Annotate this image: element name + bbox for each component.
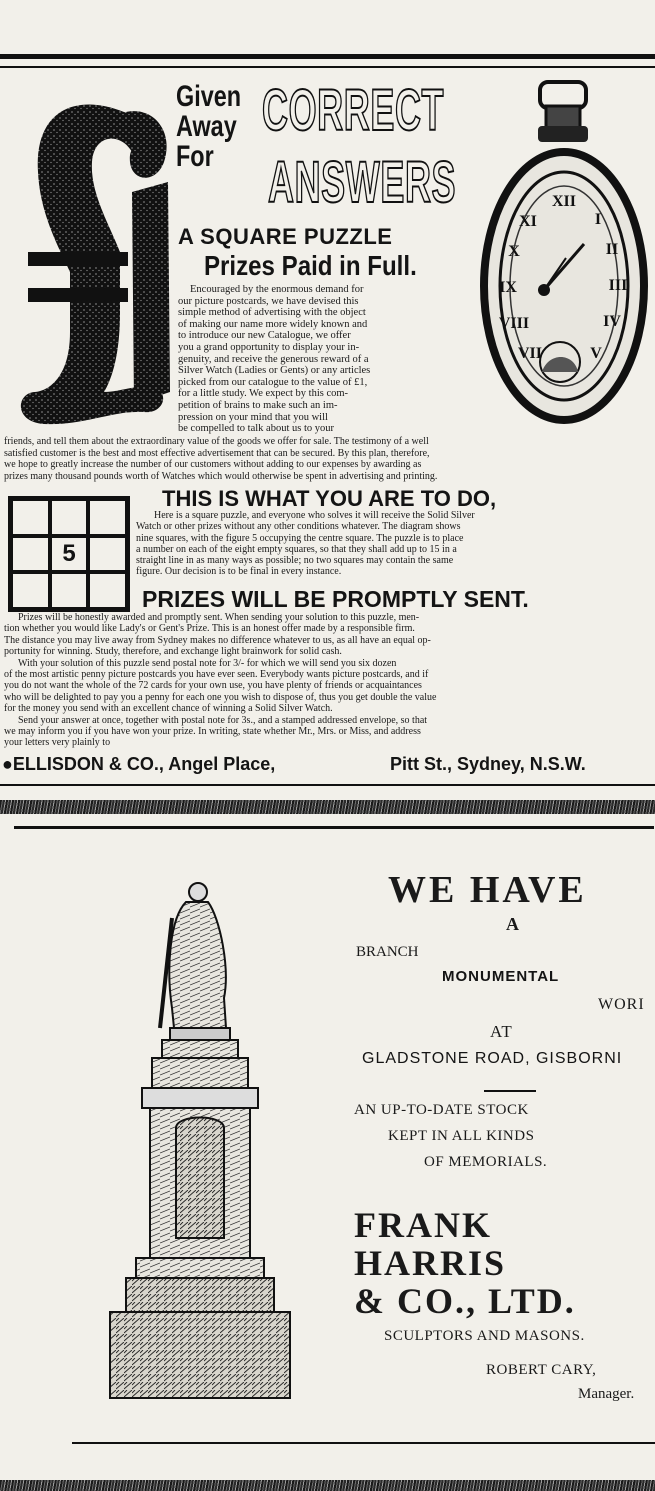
- closing-line: tion whether you would like Lady's or Gent's Prize. This is an honest offer made by a responsible firm.: [4, 623, 415, 635]
- closing-line: we may inform you if you have won your prize. In writing, state whether Mr., Mrs. or Miss, and address: [4, 726, 421, 738]
- pound-symbol-graphic: [4, 92, 180, 432]
- intro-line: simple method of advertising with the object: [178, 307, 366, 319]
- intro-line: of making our name more widely known and: [178, 318, 368, 330]
- at-word: AT: [490, 1022, 513, 1041]
- svg-text:X: X: [508, 243, 520, 260]
- top-rule-thin: [0, 66, 655, 68]
- intro-line: Silver Watch (Ladies or Gents) or any articles: [178, 365, 371, 377]
- puzzle-line: a number on each of the eight empty squares, so that they shall add up to 15 in a: [136, 543, 457, 555]
- testimony-line: friends, and tell them about the extraordinary value of the goods we offer for sale. The testimony of a well: [4, 436, 429, 447]
- intro-line: pression on your mind that you will: [178, 411, 328, 423]
- intro-line: petition of brains to make such an im-: [178, 399, 338, 411]
- grid-cell-centre: 5: [50, 536, 89, 573]
- manager-title: Manager.: [578, 1386, 635, 1402]
- testimony-paragraph: [4, 436, 654, 482]
- answers-headline: ANSWERS: [268, 150, 457, 215]
- company-address: Pitt St., Sydney, N.S.W.: [390, 754, 586, 774]
- svg-text:II: II: [605, 241, 619, 258]
- intro-line: picked from our catalogue to the value of £1,: [178, 376, 368, 388]
- given-word: Given: [176, 80, 242, 113]
- grid-cell: [50, 572, 89, 609]
- closing-line: portunity for winning. Study, therefore, and exchange light brainwork for solid cash.: [4, 646, 342, 658]
- closing-line: The distance you may live away from Sydney makes no difference whatever to us, as all have an equal op-: [4, 634, 431, 646]
- works-word: WORI: [598, 996, 645, 1013]
- intro-line: Encouraged by the enormous demand for: [190, 284, 364, 295]
- square-puzzle-heading: A SQUARE PUZZLE: [178, 224, 393, 249]
- grid-cell: [11, 572, 50, 609]
- intro-line: be compelled to talk about us to your: [178, 423, 335, 435]
- article-a: A: [506, 914, 519, 934]
- promptly-sent-heading: PRIZES WILL BE PROMPTLY SENT.: [142, 586, 529, 612]
- for-word: For: [176, 140, 214, 173]
- closing-line: With your solution of this puzzle send postal note for 3/- for which we will send you six dozen: [18, 657, 397, 669]
- correct-headline: CORRECT: [262, 78, 445, 143]
- svg-text:V: V: [590, 345, 602, 362]
- grid-cell: [88, 536, 127, 573]
- closing-line: your letters very plainly to: [4, 737, 111, 749]
- away-word: Away: [176, 110, 237, 143]
- bottom-hatched-band: [0, 1480, 655, 1491]
- stock-line-2: KEPT IN ALL KINDS: [388, 1128, 535, 1144]
- separator-thin: [0, 784, 655, 786]
- intro-line: you a grand opportunity to display your in-: [178, 341, 360, 353]
- testimony-line: satisfied customer is the best and most effective advertisement that can be secured. By this plan, therefore,: [4, 447, 430, 459]
- bottom-rule: [72, 1442, 655, 1444]
- svg-text:XII: XII: [551, 193, 577, 210]
- svg-text:XI: XI: [519, 213, 537, 230]
- svg-text:IX: IX: [499, 279, 517, 296]
- what-to-do-heading: THIS IS WHAT YOU ARE TO DO,: [162, 486, 497, 511]
- closing-line: you do not want the whole of the 72 cards for your own use, you have plenty of friends or acquaintances: [4, 680, 422, 692]
- separator-hatched-band: [0, 800, 655, 814]
- grid-cell: [50, 499, 89, 536]
- firm-name: [354, 1206, 576, 1320]
- closing-paragraph: [4, 612, 654, 749]
- given-away-for: [176, 82, 241, 172]
- grid-cell: [11, 536, 50, 573]
- svg-text:VIII: VIII: [498, 315, 530, 332]
- we-have-heading: WE HAVE: [388, 869, 587, 911]
- prizes-paid-heading: Prizes Paid in Full.: [204, 250, 417, 281]
- company-name: ●ELLISDON & CO., Angel Place,: [2, 754, 276, 774]
- svg-text:III: III: [608, 277, 628, 294]
- grid-cell: [88, 572, 127, 609]
- location-line: GLADSTONE ROAD, GISBORNI: [362, 1050, 623, 1067]
- firm-line-co: & CO., LTD.: [354, 1281, 576, 1321]
- closing-line: who will be delighted to pay you a penny for each one you wish to dispose of, thus you get double the value: [4, 691, 437, 703]
- intro-line: our picture postcards, we have devised this: [178, 295, 359, 307]
- puzzle-line: figure. Our decision is to be final in every instance.: [136, 566, 342, 578]
- grid-cell: [11, 499, 50, 536]
- svg-text:IV: IV: [603, 313, 621, 330]
- stock-line-1: AN UP-TO-DATE STOCK: [354, 1102, 529, 1118]
- top-rule-thick: [0, 54, 655, 59]
- short-rule: [484, 1090, 536, 1092]
- pocket-watch-illustration: [478, 76, 653, 426]
- closing-line: Prizes will be honestly awarded and promptly sent. When sending your solution to this puzzle, men-: [18, 612, 420, 623]
- closing-line: for the money you send with an excellent chance of winning a Solid Silver Watch.: [4, 703, 333, 715]
- closing-line: of the most artistic penny picture postcards you have ever seen. Everybody wants picture postcards, and if: [4, 669, 429, 681]
- svg-text:I: I: [594, 211, 602, 228]
- separator-underline: [14, 826, 654, 829]
- testimony-line: prizes many thousand pounds worth of Watches which would otherwise be spent in advertising and printing.: [4, 470, 438, 482]
- puzzle-grid: [8, 496, 130, 612]
- intro-line: to introduce our new Catalogue, we offer: [178, 330, 351, 342]
- puzzle-paragraph: [136, 510, 654, 578]
- puzzle-line: straight line in as many ways as possible; no two squares may contain the same: [136, 555, 454, 567]
- puzzle-line: Watch or other prizes without any other conditions whatever. The diagram shows: [136, 521, 461, 533]
- stock-line-3: OF MEMORIALS.: [424, 1154, 548, 1170]
- monument-statue-illustration: [100, 878, 300, 1408]
- svg-text:VII: VII: [517, 345, 543, 362]
- manager-name: ROBERT CARY,: [486, 1362, 597, 1378]
- trade-line: SCULPTORS AND MASONS.: [384, 1328, 585, 1344]
- monumental-word: MONUMENTAL: [442, 968, 560, 985]
- puzzle-line: nine squares, with the figure 5 occupying the centre square. The puzzle is to place: [136, 532, 464, 544]
- grid-cell: [88, 499, 127, 536]
- closing-line: Send your answer at once, together with postal note for 3s., and a stamped addressed envelope, so that: [18, 714, 428, 726]
- testimony-line: we hope to greatly increase the number of our customers without adding to our expenses by awarding as: [4, 459, 422, 470]
- intro-paragraph: [178, 284, 470, 435]
- branch-word: BRANCH: [356, 944, 419, 960]
- intro-line: genuity, and receive the generous reward of a: [178, 353, 369, 365]
- puzzle-line: Here is a square puzzle, and everyone who solves it will receive the Solid Silver: [154, 510, 475, 521]
- firm-line-frank: FRANK: [354, 1205, 492, 1245]
- intro-line: for a little study. We expect by this com-: [178, 388, 349, 400]
- firm-line-harris: HARRIS: [354, 1243, 507, 1283]
